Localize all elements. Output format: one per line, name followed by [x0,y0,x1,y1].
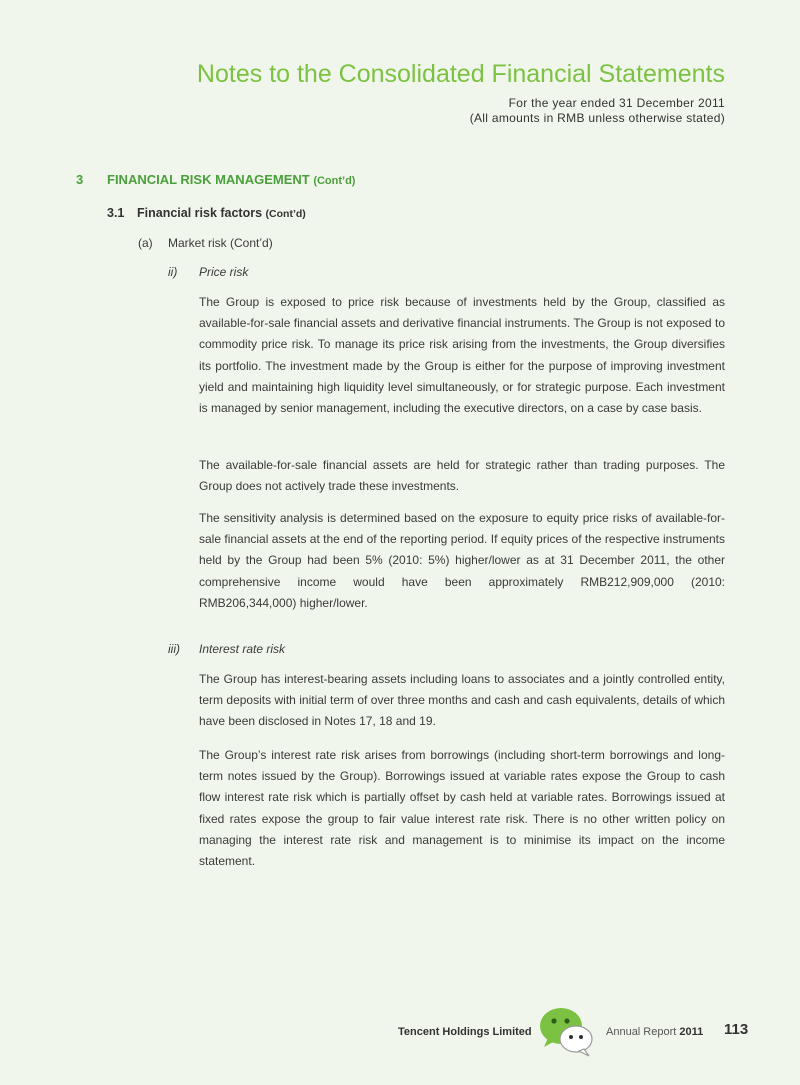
price-risk-paragraph-1: The Group is exposed to price risk because of investments held by the Group, classified as available-for-sale financial assets and derivative financial instruments. The Group is not exposed to commodity price risk. To manage its price risk arising from the investments, the Group diversifies its portfolio. The investment made by the Group is either for the purpose of improving investment yield and maintaining high liquidity level simultaneously, or for strategic purpose. Each investment is managed by senior management, including the executive directors, on a case by case basis. [199,295,725,416]
wechat-logo-icon [538,1004,594,1058]
price-risk-title: Price risk [199,265,249,279]
item-a-title: Market risk (Cont’d) [168,236,273,250]
price-risk-paragraph-3: The sensitivity analysis is determined based on the exposure to equity price risks of available-for-sale financial assets at the end of the reporting period. If equity prices of the respective instruments held by the Group had been 5% (2010: 5%) higher/lower as at 31 December 2011, the other comprehensive income would have been approximately RMB212,909,000 (2010: RMB206,344,000) higher/lower. [199,511,725,610]
page-subtitle [470,96,725,126]
footer-report-year: 2011 [679,1026,704,1038]
item-a-label: (a) [138,236,153,250]
interest-rate-risk-paragraph-2: The Group’s interest rate risk arises from borrowings (including short-term borrowings and long-term notes issued by the Group). Borrowings issued at variable rates expose the Group to cash flow interest rate risk which is partially offset by cash held at variable rates. Borrowings issued at fixed rates expose the group to fair value interest rate risk. There is no other written policy on managing the interest rate risk and management is to minimise its impact on the income statement. [199,748,725,869]
section-contd: (Cont’d) [313,175,356,187]
subsection-number: 3.1 [107,206,125,220]
interest-rate-risk-paragraph-1: The Group has interest-bearing assets including loans to associates and a jointly controlled entity, term deposits with initial term of over three months and cash and cash equivalents, details of which have been disclosed in Notes 17, 18 and 19. [199,672,725,729]
interest-rate-risk-label: iii) [168,642,180,656]
section-number: 3 [76,172,84,187]
interest-rate-risk-title: Interest rate risk [199,642,286,656]
subsection-contd: (Cont’d) [265,208,306,220]
subsection-title: Financial risk factors [137,206,263,220]
price-risk-paragraph-2: The available-for-sale financial assets are held for strategic rather than trading purposes. The Group does not actively trade these investments. [199,458,725,494]
footer-report-label: Annual Report [606,1026,677,1038]
subtitle-line-1: For the year ended 31 December 2011 [508,96,725,110]
section-title: FINANCIAL RISK MANAGEMENT [107,172,310,187]
subsection-title-wrap [137,206,306,220]
section-title-wrap [107,172,355,187]
footer-report [606,1026,703,1038]
page-number: 113 [724,1021,749,1038]
price-risk-label: ii) [168,265,178,279]
page-title: Notes to the Consolidated Financial Statements [196,60,725,88]
footer-company: Tencent Holdings Limited [398,1026,532,1038]
subtitle-line-2: (All amounts in RMB unless otherwise stated) [469,111,725,125]
